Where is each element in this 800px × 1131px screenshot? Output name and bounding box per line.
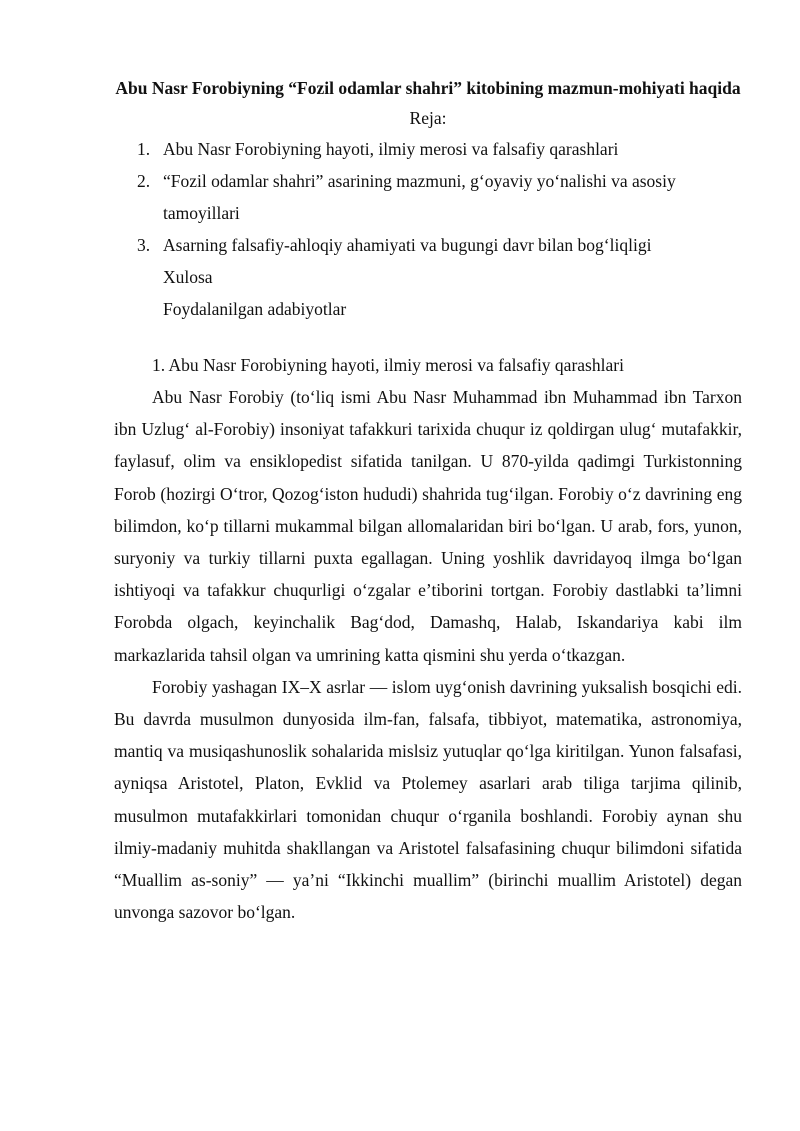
plan-item-number: 2. — [137, 171, 151, 191]
plan-item-text: Asarning falsafiy-ahloqiy ahamiyati va bugungi davr bilan bog‘liqligi — [163, 235, 652, 255]
plan-item-text: Abu Nasr Forobiyning hayoti, ilmiy merosi va falsafiy qarashlari — [163, 139, 619, 159]
plan-item-text: “Fozil odamlar shahri” asarining mazmuni, g‘oyaviy yo‘nalishi va asosiy tamoyillari — [163, 171, 676, 223]
body-paragraph: Forobiy yashagan IX–X asrlar — islom uyg‘onish davrining yuksalish bosqichi edi. Bu davrda musulmon dunyosida ilm-fan, falsafa, tibbiyot, matematika, astronomiya, mantiq va musiqashunoslik sohalarida mislsiz yutuqlar qo‘lga kiritilgan. Yunon falsafasi, ayniqsa Aristotel, Platon, Evklid va Ptolemey asarlari arab tiliga tarjima qilinib, musulmon mutafakkirlari tomonidan chuqur o‘rganila boshlandi. Forobiy aynan shu ilmiy-madaniy muhitda shakllangan va Aristotel falsafasining chuqur bilimdoni sifatida “Muallim as-soniy” — ya’ni “Ikkinchi muallim” (birinchi muallim Aristotel) degan unvonga sazovor bo‘lgan. — [114, 676, 742, 923]
plan-references: Foydalanilgan adabiyotlar — [163, 299, 347, 319]
plan-item-number: 3. — [137, 235, 151, 255]
body-paragraph: Abu Nasr Forobiy (to‘liq ismi Abu Nasr Muhammad ibn Muhammad ibn Tarxon ibn Uzlug‘ al-Forobiy) insoniyat tafakkuri tarixida chuqur iz qoldirgan ulug‘ mutafakkir, faylasuf, olim va ensiklopedist sifatida tanilgan. U 870-yilda qadimgi Turkistonning Forob (hozirgi O‘tror, Qozog‘iston hududi) shahrida tug‘ilgan. Forobiy o‘z davrining eng bilimdon, ko‘p tillarni mukammal bilgan allomalaridan biri bo‘lgan. U arab, fors, yunon, suryoniy va turkiy tillarni puxta egallagan. Uning yoshlik davridayoq ilmga bo‘lgan ishtiyoqi va tafakkur chuqurligi o‘zgalar e’tiborini tortgan. Forobiy dastlabki ta’limni Forobda olgach, keyinchalik Bag‘dod, Damashq, Halab, Iskandariya kabi ilm markazlarida tahsil olgan va umrining katta qismini shu yerda o‘tkazgan. — [114, 387, 742, 665]
document-page — [114, 72, 742, 928]
plan-item — [114, 229, 742, 261]
document-title: Abu Nasr Forobiyning “Fozil odamlar shahri” kitobining mazmun-mohiyati haqida — [115, 78, 741, 98]
plan-heading: Reja: — [409, 108, 447, 128]
plan-item — [114, 133, 742, 165]
section-heading: 1. Abu Nasr Forobiyning hayoti, ilmiy merosi va falsafiy qarashlari — [152, 355, 624, 375]
plan-list — [114, 133, 742, 261]
plan-item-number: 1. — [137, 139, 151, 159]
plan-item — [114, 165, 742, 229]
plan-conclusion: Xulosa — [163, 267, 213, 287]
